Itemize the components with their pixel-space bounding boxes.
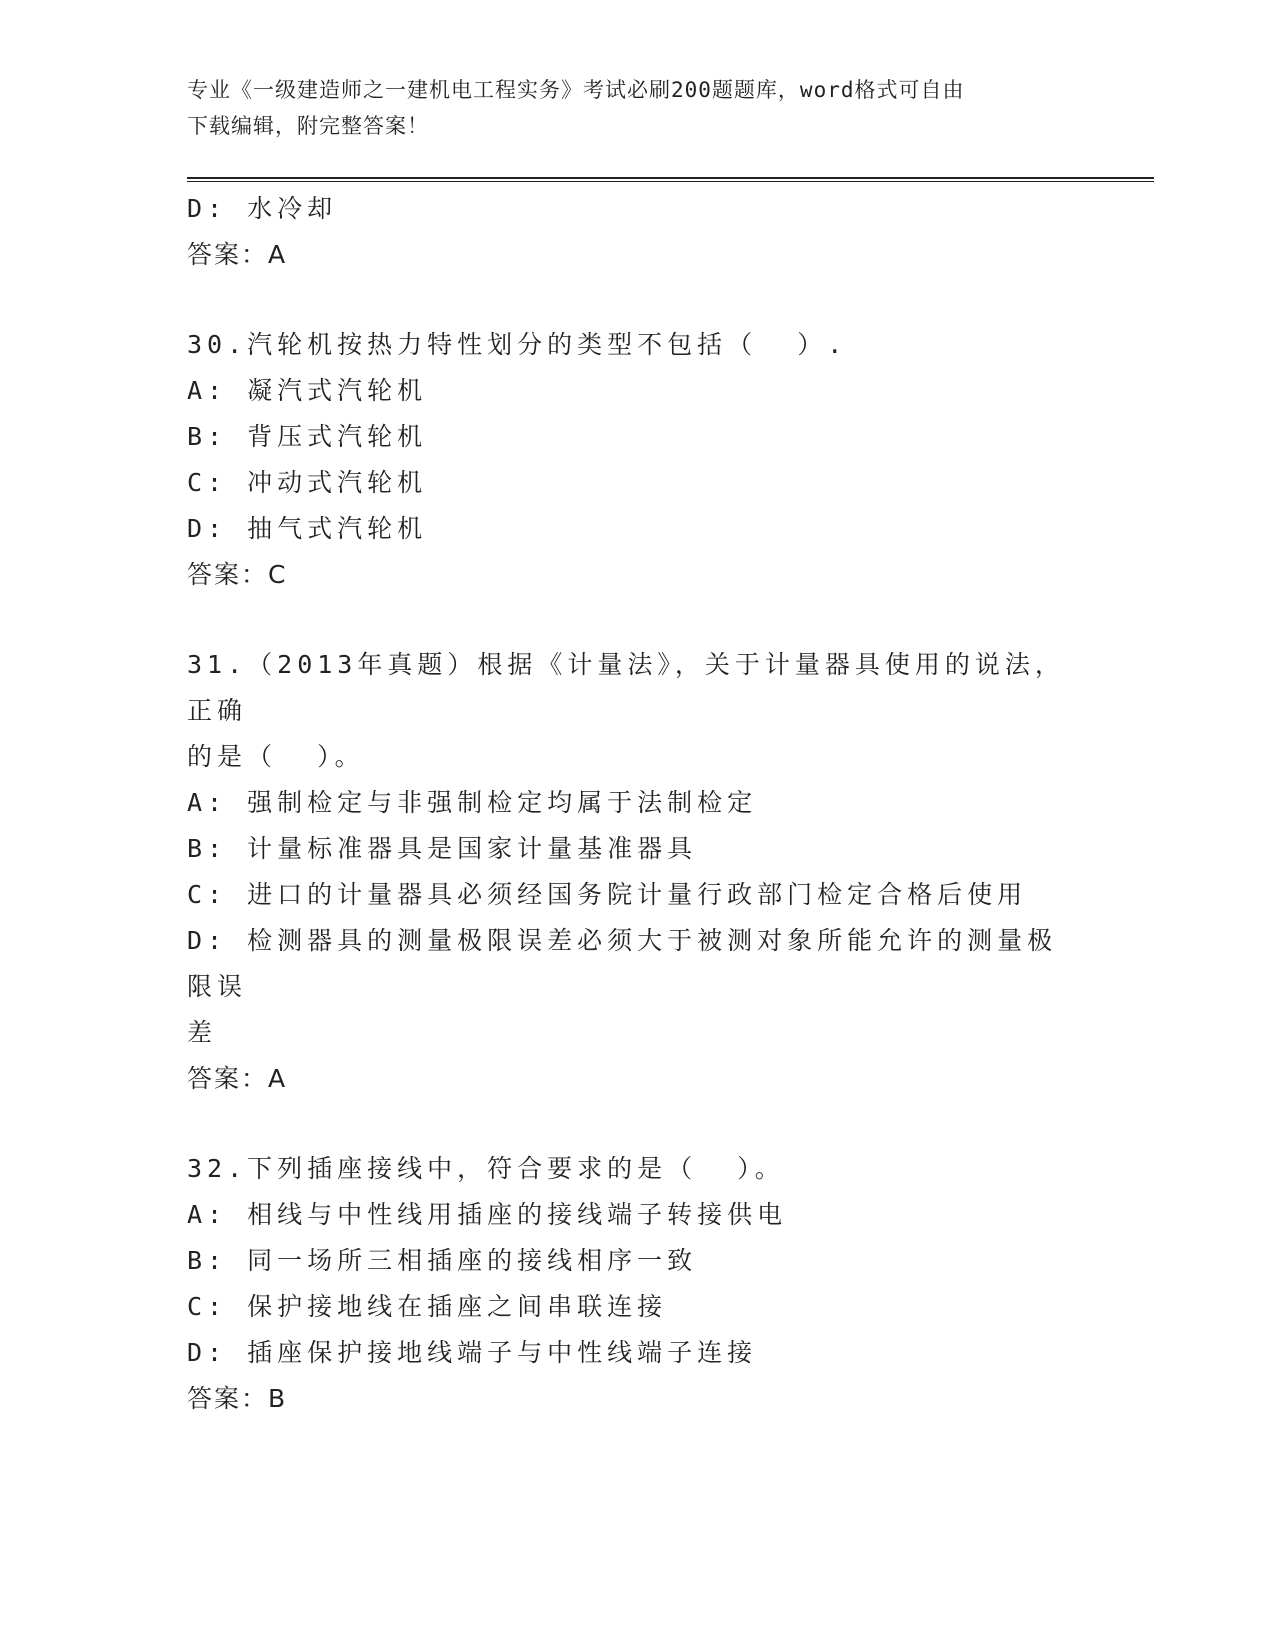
option-b: B: 背压式汽轮机	[187, 422, 428, 451]
question-32	[187, 1146, 1087, 1422]
header-title-line-1: 专业《一级建造师之一建机电工程实务》考试必刷200题题库，word格式可自由	[187, 78, 965, 102]
option-a: A: 凝汽式汽轮机	[187, 376, 428, 405]
question-text: 30.汽轮机按热力特性划分的类型不包括（ ）.	[187, 330, 848, 359]
option-d: D: 抽气式汽轮机	[187, 514, 428, 543]
option-d-line-2: 差	[187, 1018, 218, 1047]
answer: 答案：C	[187, 560, 288, 589]
answer: 答案：A	[187, 1064, 288, 1093]
answer: 答案：B	[187, 1384, 288, 1413]
answer: 答案：A	[187, 240, 288, 269]
document-header	[187, 72, 1077, 144]
question-31	[187, 642, 1087, 1102]
option-c: C: 进口的计量器具必须经国务院计量行政部门检定合格后使用	[187, 880, 1028, 909]
question-content	[187, 186, 1087, 1422]
option-d: D: 插座保护接地线端子与中性线端子连接	[187, 1338, 758, 1367]
question-text-line-1: 31.（2013年真题）根据《计量法》，关于计量器具使用的说法，正确	[187, 650, 1065, 725]
option-c: C: 保护接地线在插座之间串联连接	[187, 1292, 668, 1321]
question-text: 32.下列插座接线中，符合要求的是（ ）。	[187, 1154, 785, 1183]
prev-question-tail	[187, 186, 1087, 278]
option-a: A: 相线与中性线用插座的接线端子转接供电	[187, 1200, 788, 1229]
option-b: B: 计量标准器具是国家计量基准器具	[187, 834, 698, 863]
option-d-line-1: D: 检测器具的测量极限误差必须大于被测对象所能允许的测量极限误	[187, 926, 1058, 1001]
question-text-line-2: 的是（ ）。	[187, 742, 365, 771]
option-b: B: 同一场所三相插座的接线相序一致	[187, 1246, 698, 1275]
question-30	[187, 322, 1087, 598]
header-title-line-2: 下载编辑，附完整答案！	[187, 114, 429, 138]
option-a: A: 强制检定与非强制检定均属于法制检定	[187, 788, 758, 817]
header-divider	[187, 177, 1154, 182]
option-c: C: 冲动式汽轮机	[187, 468, 428, 497]
option-d: D: 水冷却	[187, 194, 338, 223]
